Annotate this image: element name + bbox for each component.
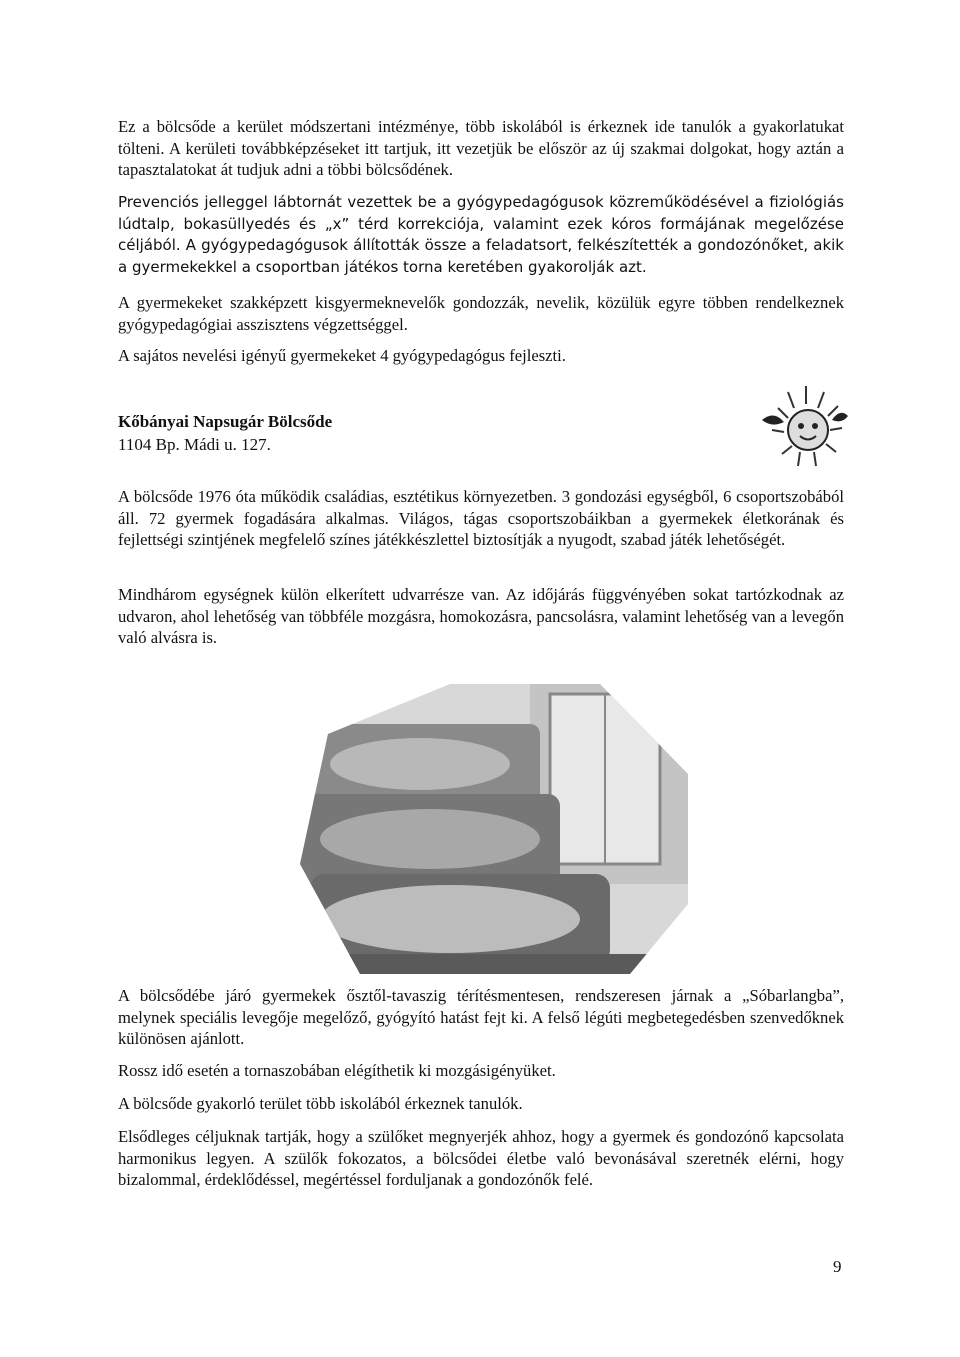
- paragraph-yard: Mindhárom egységnek külön elkerített udvarrésze van. Az időjárás függvényében sokat tartózkodnak az udvaron, ahol lehetőség van többféle mozgásra, homokozásra, pancsolásra, valamint lehetőség van a levegőn való alvásra is.: [118, 585, 844, 648]
- paragraph-salt-cave: A bölcsődébe járó gyermekek ősztől-tavaszig térítésmentesen, rendszeresen járnak a „Sóbarlangba”, melynek speciális levegője megelőző, gyógyító hatást fejt ki. A felső légúti megbetegedésben szenvedőknek különösen ajánlott.: [118, 986, 844, 1049]
- paragraph-special-needs: A sajátos nevelési igényű gyermekeket 4 gyógypedagógus fejleszti.: [118, 346, 566, 365]
- nursery-beds-photo: [300, 684, 688, 974]
- section-address: 1104 Bp. Mádi u. 127.: [118, 435, 271, 454]
- section-title: Kőbányai Napsugár Bölcsőde: [118, 412, 333, 431]
- paragraph-intro: Ez a bölcsőde a kerület módszertani intézménye, több iskolából is érkeznek ide tanulók a gyakorlatukat tölteni. A kerületi továbbképzéseket itt tartjuk, itt vezetjük be először az új szakmai dolgokat, hogy aztán a tapasztalatokat át tudjuk adni a többi bölcsődének.: [118, 117, 844, 180]
- paragraph-gym: Rossz idő esetén a tornaszobában elégíthetik ki mozgásigényüket.: [118, 1061, 556, 1080]
- paragraph-prevention: Prevenciós jelleggel lábtornát vezettek be a gyógypedagógusok közreműködésével a fiziológiás lúdtalp, bokasüllyedés és „x” térd korrekciója, valamint ezek kóros formájának megelőzése céljából. A gyógypedagógusok állították össze a feladatsort, felkészítették a gondozónőket, akik a gyermekekkel a csoportban játékos torna keretében gyakorolják azt.: [118, 193, 844, 276]
- paragraph-staff: A gyermekeket szakképzett kisgyermeknevelők gondozzák, nevelik, közülük egyre többen rendelkeznek gyógypedagógiai asszisztens végzettséggel.: [118, 293, 844, 334]
- page-number: 9: [833, 1257, 842, 1276]
- sun-logo-icon: [748, 380, 854, 474]
- paragraph-parents: Elsődleges céljuknak tartják, hogy a szülőket megnyerjék ahhoz, hogy a gyermek és gondozónő kapcsolata harmonikus legyen. A szülők fokozatos, a bölcsődei életbe való bevonásával szeretnék elérni, hogy bizalommal, érdeklődéssel, megértéssel forduljanak a gondozónők felé.: [118, 1127, 844, 1190]
- paragraph-history: A bölcsőde 1976 óta működik családias, esztétikus környezetben. 3 gondozási egységből, 6 csoportszobából áll. 72 gyermek fogadására alkalmas. Világos, tágas csoportszobáikban a gyermekek életkorának és fejlettségi szintjének megfelelő színes játékkészlettel biztosítják a nyugodt, szabad játék lehetőségét.: [118, 487, 844, 550]
- paragraph-practice: A bölcsőde gyakorló terület több iskolából érkeznek tanulók.: [118, 1094, 523, 1113]
